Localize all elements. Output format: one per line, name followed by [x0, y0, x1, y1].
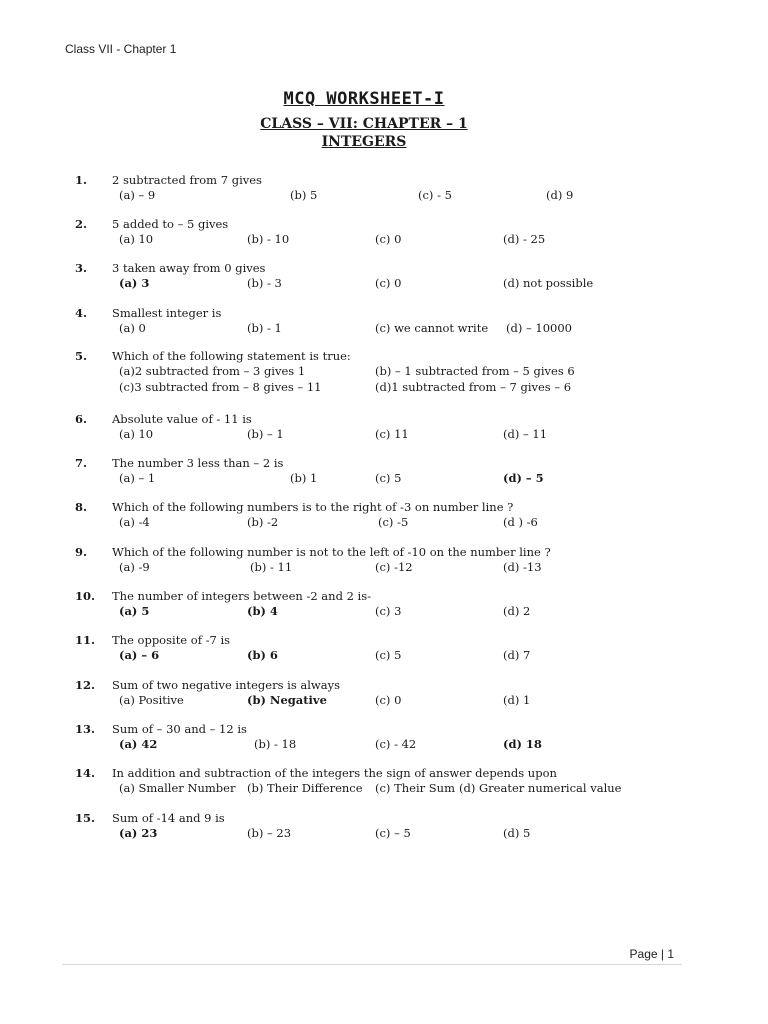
question-text: 2 subtracted from 7 gives	[112, 173, 262, 187]
question-number: 2.	[75, 217, 88, 231]
option-a: (a) – 9	[119, 188, 156, 202]
question-1	[0, 173, 768, 213]
question-text: The number 3 less than – 2 is	[112, 456, 284, 470]
footer-divider	[62, 964, 682, 965]
option-b: (b) - 11	[250, 560, 293, 574]
question-text: The number of integers between -2 and 2 is-	[112, 589, 372, 603]
option-a: (a) 0	[119, 321, 146, 335]
option-d: (d) – 10000	[506, 321, 572, 335]
option-a: (a)2 subtracted from – 3 gives 1	[119, 364, 306, 378]
option-a: (a) 5	[119, 604, 150, 618]
question-text: Sum of -14 and 9 is	[112, 811, 225, 825]
option-b: (b) 1	[290, 471, 318, 485]
option-d: (d) 2	[503, 604, 531, 618]
option-c: (c) - 42	[375, 737, 417, 751]
option-b: (b) - 18	[254, 737, 297, 751]
option-c: (c) 0	[375, 693, 402, 707]
question-9	[0, 545, 768, 585]
question-text: 5 added to – 5 gives	[112, 217, 229, 231]
option-d: (d ) -6	[503, 515, 538, 529]
option-c: (c) 5	[375, 471, 402, 485]
option-c: (c) - 5	[418, 188, 452, 202]
option-c: (c) 11	[375, 427, 409, 441]
option-b: (b) - 1	[247, 321, 282, 335]
question-4	[0, 306, 768, 346]
question-text: 3 taken away from 0 gives	[112, 261, 266, 275]
page-number: Page | 1	[629, 947, 674, 961]
question-13	[0, 722, 768, 762]
option-d: (d) - 25	[503, 232, 546, 246]
question-text: Which of the following number is not to the left of -10 on the number line ?	[112, 545, 551, 559]
option-b: (b) 6	[247, 648, 278, 662]
question-number: 8.	[75, 500, 88, 514]
question-text: Smallest integer is	[112, 306, 222, 320]
question-text: Absolute value of - 11 is	[112, 412, 252, 426]
option-a: (a) 3	[119, 276, 150, 290]
option-c: (c) 0	[375, 232, 402, 246]
option-a: (a) 10	[119, 427, 154, 441]
option-d: (d) 1	[503, 693, 531, 707]
question-number: 4.	[75, 306, 88, 320]
option-d: (d) Greater numerical value	[459, 781, 622, 795]
question-11	[0, 633, 768, 673]
option-c: (c) Their Sum	[375, 781, 455, 795]
question-number: 7.	[75, 456, 88, 470]
question-number: 3.	[75, 261, 88, 275]
option-d: (d) – 11	[503, 427, 548, 441]
option-a: (a) -9	[119, 560, 150, 574]
option-c: (c) -5	[378, 515, 409, 529]
question-text: The opposite of -7 is	[112, 633, 231, 647]
option-c: (c) 3	[375, 604, 402, 618]
topic-heading: INTEGERS	[321, 134, 407, 150]
question-text: Sum of two negative integers is always	[112, 678, 341, 692]
option-b: (b) 5	[290, 188, 318, 202]
question-10	[0, 589, 768, 629]
worksheet-title: MCQ WORKSHEET-I	[283, 89, 445, 109]
question-3	[0, 261, 768, 301]
option-d: (d) 9	[546, 188, 574, 202]
option-a: (a) 23	[119, 826, 158, 840]
running-header: Class VII - Chapter 1	[65, 42, 177, 56]
question-number: 1.	[75, 173, 88, 187]
option-a: (a) Smaller Number	[119, 781, 236, 795]
option-b: (b) Their Difference	[247, 781, 363, 795]
question-7	[0, 456, 768, 496]
option-d: (d) – 5	[503, 471, 544, 485]
option-b: (b) 4	[247, 604, 278, 618]
question-8	[0, 500, 768, 540]
option-b: (b) Negative	[247, 693, 327, 707]
question-5	[0, 349, 768, 394]
question-12	[0, 678, 768, 718]
option-d: (d) -13	[503, 560, 542, 574]
option-c: (c) – 5	[375, 826, 411, 840]
question-number: 12.	[75, 678, 96, 692]
question-number: 15.	[75, 811, 96, 825]
option-b: (b) - 3	[247, 276, 282, 290]
option-a: (a) – 6	[119, 648, 160, 662]
question-text: Sum of – 30 and – 12 is	[112, 722, 247, 736]
option-c: (c) we cannot write	[375, 321, 489, 335]
question-text: Which of the following numbers is to the right of -3 on number line ?	[112, 500, 514, 514]
question-number: 6.	[75, 412, 88, 426]
option-a: (a) 42	[119, 737, 158, 751]
question-14	[0, 766, 768, 806]
question-15	[0, 811, 768, 851]
option-a: (a) – 1	[119, 471, 156, 485]
class-chapter-heading: CLASS – VII: CHAPTER – 1	[260, 116, 468, 132]
option-a: (a) -4	[119, 515, 150, 529]
question-number: 9.	[75, 545, 88, 559]
option-b: (b) – 23	[247, 826, 292, 840]
option-c: (c) 5	[375, 648, 402, 662]
question-text: Which of the following statement is true:	[112, 349, 351, 363]
option-b: (b) - 10	[247, 232, 290, 246]
question-text: In addition and subtraction of the integers the sign of answer depends upon	[112, 766, 557, 780]
option-c: (c)3 subtracted from – 8 gives – 11	[119, 380, 322, 394]
option-c: (c) 0	[375, 276, 402, 290]
option-b: (b) – 1 subtracted from – 5 gives 6	[375, 364, 575, 378]
option-d: (d) not possible	[503, 276, 594, 290]
option-b: (b) -2	[247, 515, 279, 529]
question-6	[0, 412, 768, 452]
option-d: (d)1 subtracted from – 7 gives – 6	[375, 380, 572, 394]
question-number: 13.	[75, 722, 96, 736]
question-number: 10.	[75, 589, 96, 603]
question-2	[0, 217, 768, 257]
option-b: (b) – 1	[247, 427, 284, 441]
question-number: 11.	[75, 633, 96, 647]
question-number: 14.	[75, 766, 96, 780]
option-d: (d) 7	[503, 648, 531, 662]
option-a: (a) 10	[119, 232, 154, 246]
option-c: (c) -12	[375, 560, 413, 574]
option-d: (d) 18	[503, 737, 542, 751]
option-a: (a) Positive	[119, 693, 184, 707]
option-d: (d) 5	[503, 826, 531, 840]
question-number: 5.	[75, 349, 88, 363]
